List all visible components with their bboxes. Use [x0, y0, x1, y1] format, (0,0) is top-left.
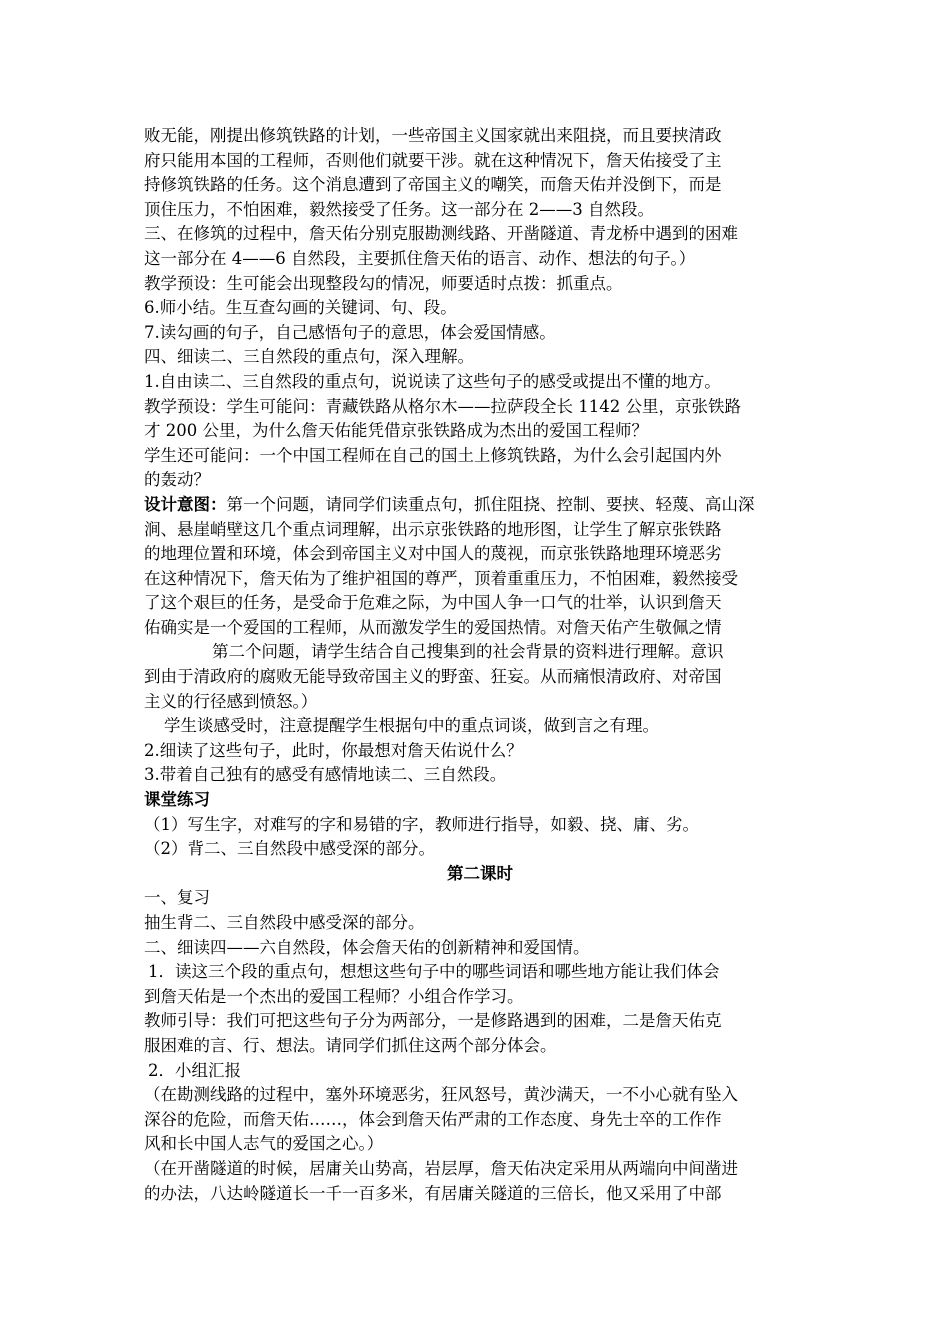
text-line: 1．读这三个段的重点句，想想这些句子中的哪些词语和哪些地方能让我们体会 — [148, 962, 720, 982]
text-line: 学生还可能问：一个中国工程师在自己的国土上修筑铁路，为什么会引起国内外 — [144, 445, 722, 465]
text-line: 四、细读二、三自然段的重点句，深入理解。 — [144, 347, 474, 367]
text-line: 3.带着自己独有的感受有感情地读二、三自然段。 — [144, 765, 507, 785]
text-line: 抽生背二、三自然段中感受深的部分。 — [144, 913, 425, 932]
text-line: 教学预设：生可能会出现整段勾的情况，师要适时点拨：抓重点。 — [144, 273, 623, 293]
text-line: （1）写生字，对难写的字和易错的字，教师进行指导，如毅、挠、庸、劣。 — [144, 814, 699, 834]
text-line: 7.读勾画的句子，自己感悟句子的意思，体会爱国情感。 — [144, 322, 556, 342]
text-line: 教师引导：我们可把这些句子分为两部分，一是修路遇到的困难，二是詹天佑克 — [144, 1011, 722, 1031]
text-line: 三、在修筑的过程中，詹天佑分别克服勘测线路、开凿隧道、青龙桥中遇到的困难 — [144, 224, 738, 244]
text-line: 败无能，刚提出修筑铁路的计划，一些帝国主义国家就出来阻挠，而且要挟清政 — [144, 126, 722, 145]
text-line: 第二个问题，请学生结合自己搜集到的社会背景的资料进行理解。意识 — [212, 642, 724, 662]
text-line: 府只能用本国的工程师，否则他们就要干涉。就在这种情况下，詹天佑接受了主 — [144, 150, 722, 170]
design-intent-text: 第一个问题，请同学们读重点句，抓住阻挠、控制、要挟、轻蔑、高山深 — [226, 494, 755, 514]
text-line: 这一部分在 4——6 自然段，主要抓住詹天佑的语言、动作、想法的句子。） — [144, 248, 696, 268]
text-line: 涧、悬崖峭壁这几个重点词理解，出示京张铁路的地形图，让学生了解京张铁路 — [144, 519, 722, 539]
design-intent-line — [144, 493, 816, 518]
text-line: 一、复习 — [144, 888, 210, 908]
text-line: 在这种情况下，詹天佑为了维护祖国的尊严，顶着重重压力，不怕困难，毅然接受 — [144, 568, 738, 588]
section-heading: 课堂练习 — [144, 790, 210, 810]
text-line: 的办法，八达岭隧道长一千一百多米，有居庸关隧道的三倍长，他又采用了中部 — [144, 1183, 722, 1203]
text-line: 了这个艰巨的任务，是受命于危难之际，为中国人争一口气的壮举，认识到詹天 — [144, 593, 722, 613]
text-line: 深谷的危险，而詹天佑……，体会到詹天佑严肃的工作态度、身先士卒的工作作 — [144, 1109, 722, 1129]
text-line: （2）背二、三自然段中感受深的部分。 — [144, 839, 435, 859]
text-line: （在勘测线路的过程中，塞外环境恶劣，狂风怒号，黄沙满天，一不小心就有坠入 — [144, 1085, 738, 1105]
text-line: 1.自由读二、三自然段的重点句，说说读了这些句子的感受或提出不懂的地方。 — [144, 371, 721, 391]
text-line: 服困难的言、行、想法。请同学们抓住这两个部分体会。 — [144, 1035, 557, 1055]
text-line: 学生谈感受时，注意提醒学生根据句中的重点词谈，做到言之有理。 — [164, 716, 659, 736]
text-line: 2.细读了这些句子，此时，你最想对詹天佑说什么？ — [144, 740, 523, 760]
text-line: 佑确实是一个爱国的工程师，从而激发学生的爱国热情。对詹天佑产生敬佩之情 — [144, 617, 722, 637]
text-line: 主义的行径感到愤怒。） — [144, 691, 318, 711]
text-line: 2．小组汇报 — [148, 1060, 241, 1080]
text-line: 教学预设：学生可能问：青藏铁路从格尔木——拉萨段全长 1142 公里，京张铁路 — [144, 396, 741, 416]
text-line: 持修筑铁路的任务。这个消息遭到了帝国主义的嘲笑，而詹天佑并没倒下，而是 — [144, 175, 722, 195]
text-line: 的轰动？ — [144, 470, 210, 490]
text-line: 到詹天佑是一个杰出的爱国工程师？小组合作学习。 — [144, 986, 524, 1006]
text-line: （在开凿隧道的时候，居庸关山势高，岩层厚，詹天佑决定采用从两端向中间凿进 — [144, 1158, 738, 1178]
text-line: 才 200 公里，为什么詹天佑能凭借京张铁路成为杰出的爱国工程师？ — [144, 421, 648, 441]
text-line: 顶住压力，不怕困难，毅然接受了任务。这一部分在 2——3 自然段。 — [144, 199, 654, 219]
design-intent-label: 设计意图： — [144, 494, 227, 514]
text-line: 到由于清政府的腐败无能导致帝国主义的野蛮、狂妄。从而痛恨清政府、对帝国 — [144, 667, 722, 687]
text-line: 的地理位置和环境，体会到帝国主义对中国人的蔑视，而京张铁路地理环境恶劣 — [144, 544, 722, 564]
text-line: 6.师小结。生互查勾画的关键词、句、段。 — [144, 298, 457, 318]
lesson-title: 第二课时 — [447, 863, 513, 883]
text-line: 风和长中国人志气的爱国之心。） — [144, 1134, 384, 1154]
document-page — [144, 124, 816, 1206]
text-line: 二、细读四——六自然段，体会詹天佑的创新精神和爱国情。 — [144, 937, 590, 957]
